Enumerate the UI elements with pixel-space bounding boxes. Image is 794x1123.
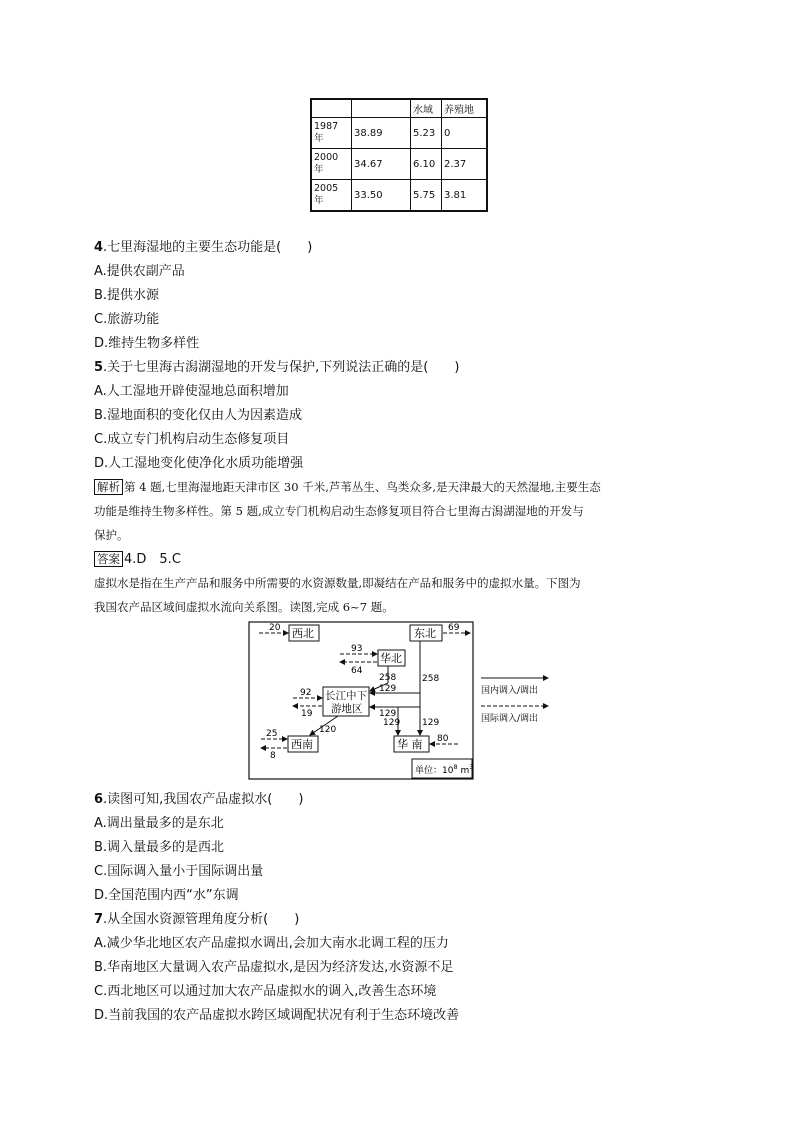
question-5-stem [94,360,459,376]
table-cell: 34.67 [352,149,411,180]
q7-option-d[interactable]: D.当前我国的农产品虚拟水跨区域调配状况有利于生态环境改善 [94,1008,460,1023]
table-header-cell [311,99,352,118]
flow-label: 19 [301,709,313,719]
q4-option-b[interactable]: B.提供水源 [94,288,160,303]
flow-label: 120 [319,725,337,735]
table-header-row [311,99,487,118]
table-cell: 38.89 [352,118,411,149]
year-number: 2000 [314,152,339,163]
q5-option-c[interactable]: C.成立专门机构启动生态修复项目 [94,432,290,447]
table-row [311,149,487,180]
year-cell [311,118,352,149]
table-row [311,118,487,149]
q5-option-d[interactable]: D.人工湿地变化使净化水质功能增强 [94,456,304,471]
year-suffix: 年 [314,195,324,206]
q6-option-c[interactable]: C.国际调入量小于国际调出量 [94,864,264,879]
analysis-line-3: 保护。 [94,528,129,542]
year-number: 2005 [314,183,339,194]
year-cell [311,149,352,180]
region-yangtze-label-2: 游地区 [331,703,363,715]
year-suffix: 年 [314,164,324,175]
q6-option-b[interactable]: B.调入量最多的是西北 [94,840,225,855]
analysis-line-1 [94,479,601,495]
legend-domestic-label: 国内调入/调出 [481,686,539,696]
table-header-cell: 水域 [411,99,442,118]
flow-label: 129 [379,684,397,694]
question-number: 6 [94,792,104,807]
answer-line [94,551,181,568]
question-text: .关于七里海古潟湖湿地的开发与保护,下列说法正确的是( ) [103,360,460,375]
intro-line-1: 虚拟水是指在生产产品和服务中所需要的水资源数量,即凝结在产品和服务中的虚拟水量。下图为 [94,576,581,590]
flow-label: 20 [269,623,281,633]
q4-option-a[interactable]: A.提供农副产品 [94,264,185,279]
q5-option-a[interactable]: A.人工湿地开辟使湿地总面积增加 [94,384,289,399]
flow-label: 64 [351,666,363,676]
table-cell: 33.50 [352,180,411,212]
flow-label: 92 [300,688,312,698]
flow-label: 129 [422,718,440,728]
answer-text: 4.D 5.C [124,552,181,567]
analysis-tag: 解析 [94,479,123,495]
table-cell: 5.23 [411,118,442,149]
table-cell: 3.81 [442,180,488,212]
q4-option-c[interactable]: C.旅游功能 [94,312,160,327]
question-text: .七里海湿地的主要生态功能是( ) [103,240,313,255]
table-cell: 2.37 [442,149,488,180]
q4-option-d[interactable]: D.维持生物多样性 [94,336,200,351]
table-cell: 6.10 [411,149,442,180]
question-number: 5 [94,360,104,375]
flow-label: 25 [266,729,278,739]
q7-option-c[interactable]: C.西北地区可以通过加大农产品虚拟水的调入,改善生态环境 [94,984,437,999]
flow-label: 8 [270,751,276,761]
table-cell: 0 [442,118,488,149]
flow-label: 80 [437,734,449,744]
region-yangtze-label-1: 长江中下 [325,690,367,702]
unit-suffix: m [457,766,470,776]
q7-option-b[interactable]: B.华南地区大量调入农产品虚拟水,是因为经济发达,水资源不足 [94,960,454,975]
question-number: 7 [94,912,104,927]
flow-label: 258 [379,673,397,683]
region-northwest-label: 西北 [292,627,314,640]
analysis-line-2: 功能是维持生物多样性。第 5 题,成立专门机构启动生态修复项目符合七里海古潟湖湿地的开发与 [94,504,584,518]
table-header-cell: 养殖地 [442,99,488,118]
year-suffix: 年 [314,133,324,144]
flow-label: 258 [422,674,440,684]
land-use-table [310,98,488,212]
q5-option-b[interactable]: B.湿地面积的变化仅由人为因素造成 [94,408,303,423]
answer-tag: 答案 [94,551,123,567]
question-6-stem [94,792,303,808]
flow-label: 69 [448,623,460,633]
q7-option-a[interactable]: A.减少华北地区农产品虚拟水调出,会加大南水北调工程的压力 [94,936,449,951]
analysis-text: 第 4 题,七里海湿地距天津市区 30 千米,芦苇丛生、鸟类众多,是天津最大的天然湿地,主要生态 [124,480,601,494]
table-cell: 5.75 [411,180,442,212]
year-number: 1987 [314,121,339,132]
question-4-stem [94,240,312,256]
table-header-cell [352,99,411,118]
question-text: .读图可知,我国农产品虚拟水( ) [103,792,304,807]
question-text: .从全国水资源管理角度分析( ) [103,912,300,927]
virtual-water-flow-diagram [248,621,558,786]
question-number: 4 [94,240,104,255]
year-cell [311,180,352,212]
flow-label: 129 [379,709,397,719]
region-northeast-label: 东北 [414,627,436,640]
region-north-label: 华北 [380,652,402,665]
unit-text: 单位：10 [415,766,454,776]
q6-option-d[interactable]: D.全国范围内西“水”东调 [94,888,239,903]
q6-option-a[interactable]: A.调出量最多的是东北 [94,816,224,831]
unit-superscript: 3 [469,763,474,771]
table-row [311,180,487,212]
flow-label: 93 [351,644,363,654]
legend-international-label: 国际调入/调出 [481,714,539,724]
intro-line-2: 我国农产品区域间虚拟水流向关系图。读图,完成 6~7 题。 [94,600,394,614]
flow-label: 129 [383,718,401,728]
question-7-stem [94,912,299,928]
unit-exponent: 8 [453,763,458,771]
region-south-label: 华 南 [397,738,423,751]
region-southwest-label: 西南 [291,738,313,751]
